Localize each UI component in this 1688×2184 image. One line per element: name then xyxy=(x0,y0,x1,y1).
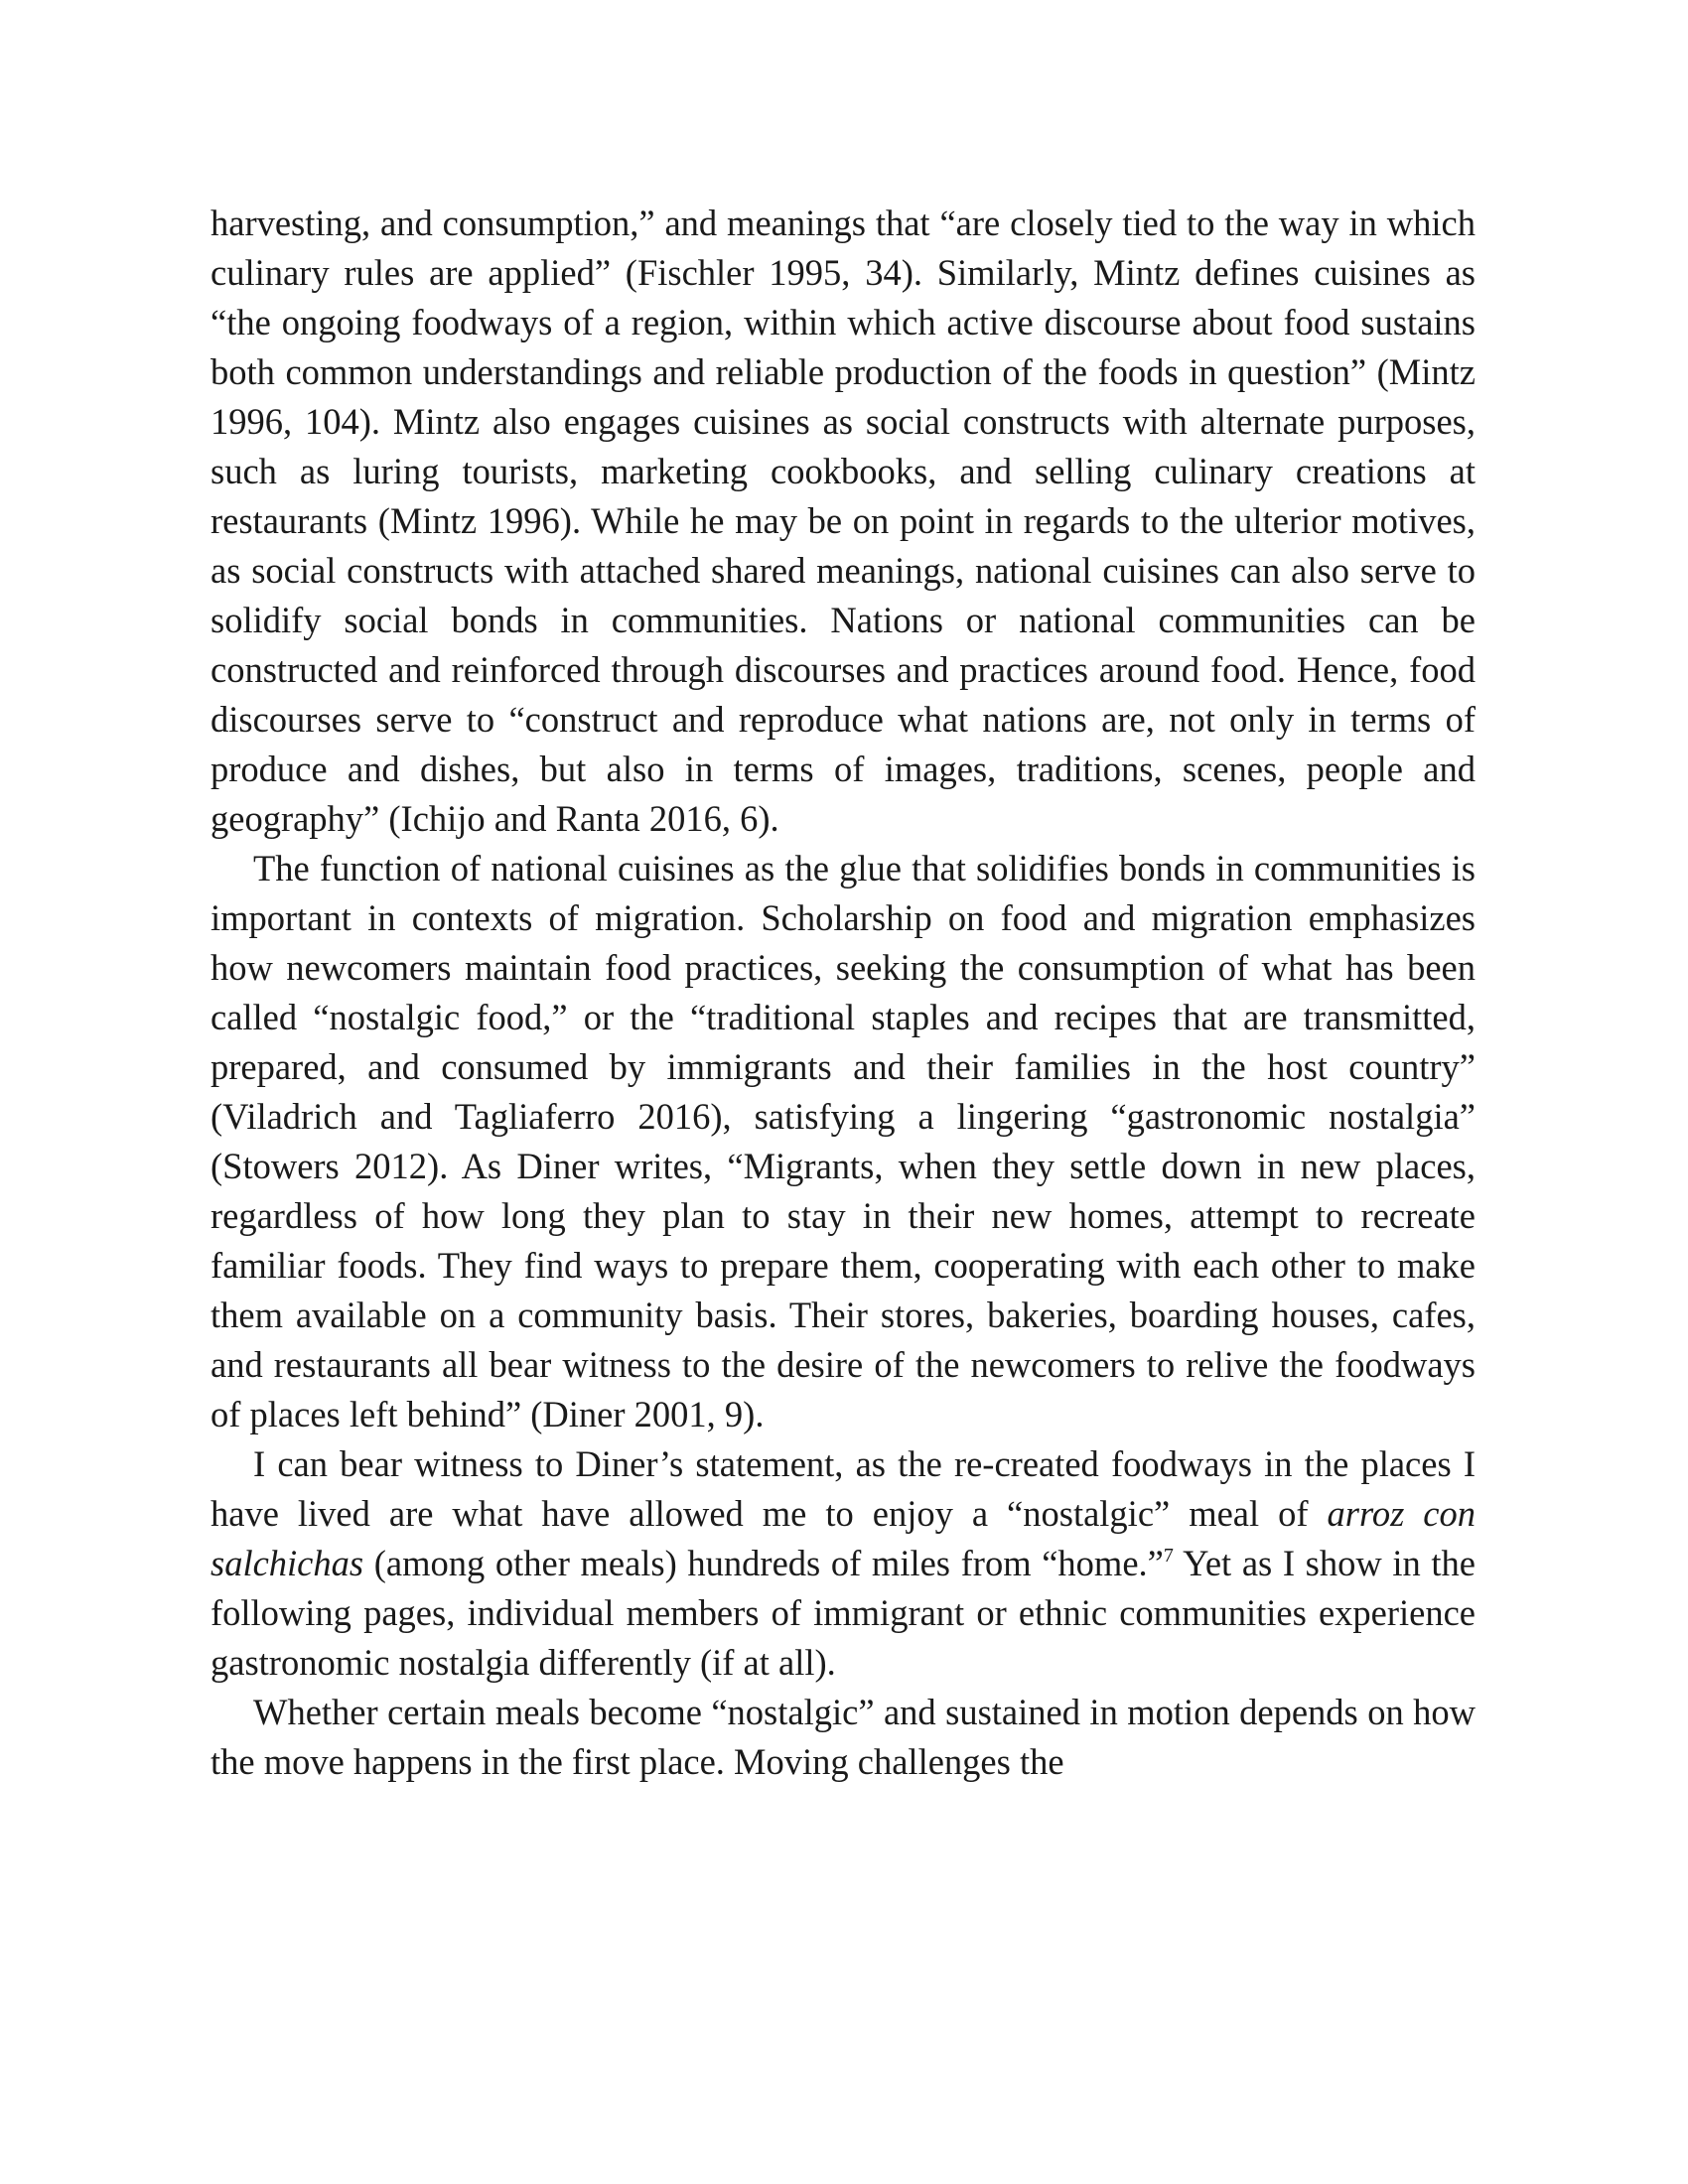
document-body xyxy=(211,199,1476,1787)
paragraph-moving-challenges: Whether certain meals become “nostalgic” and sustained in motion depends on how the move happens in the first place. Moving challenges the xyxy=(211,1692,1476,1782)
paragraph-text-middle: (among other meals) hundreds of miles from “home.” xyxy=(363,1543,1164,1583)
italic-dish-name: arroz con salchichas xyxy=(211,1493,1476,1583)
footnote-marker: 7 xyxy=(1163,1545,1174,1567)
paragraph-text-after: Yet as I show in the following pages, individual members of immigrant or ethnic communities experience gastronomic nostalgia differently (if at all). xyxy=(211,1543,1476,1683)
paragraph-text-before: I can bear witness to Diner’s statement, as the re-created foodways in the places I have lived are what have allowed me to enjoy a “nostalgic” meal of xyxy=(211,1443,1476,1534)
paragraph-national-cuisines-migration: The function of national cuisines as the glue that solidifies bonds in communities is important in contexts of migration. Scholarship on food and migration emphasizes how newcomers maintain food practices, seeking the consumption of what has been called “nostalgic food,” or the “traditional staples and recipes that are transmitted, prepared, and consumed by immigrants and their families in the host country” (Viladrich and Tagliaferro 2016), satisfying a lingering “gastronomic nostalgia” (Stowers 2012). As Diner writes, “Migrants, when they settle down in new places, regardless of how long they plan to stay in their new homes, attempt to recreate familiar foods. They find ways to prepare them, cooperating with each other to make them available on a community basis. Their stores, bakeries, boarding houses, cafes, and restaurants all bear witness to the desire of the newcomers to relive the foodways of places left behind” (Diner 2001, 9). xyxy=(211,848,1476,1434)
paragraph-diner-witness xyxy=(211,1439,1476,1688)
paragraph-continuation: harvesting, and consumption,” and meanings that “are closely tied to the way in which culinary rules are applied” (Fischler 1995, 34). Similarly, Mintz defines cuisines as “the ongoing foodways of a region, within which active discourse about food sustains both common understandings and reliable production of the foods in question” (Mintz 1996, 104). Mintz also engages cuisines as social constructs with alternate purposes, such as luring tourists, marketing cookbooks, and selling culinary creations at restaurants (Mintz 1996). While he may be on point in regards to the ulterior motives, as social constructs with attached shared meanings, national cuisines can also serve to solidify social bonds in communities. Nations or national communities can be constructed and reinforced through discourses and practices around food. Hence, food discourses serve to “construct and reproduce what nations are, not only in terms of produce and dishes, but also in terms of images, traditions, scenes, people and geography” (Ichijo and Ranta 2016, 6). xyxy=(211,203,1476,839)
